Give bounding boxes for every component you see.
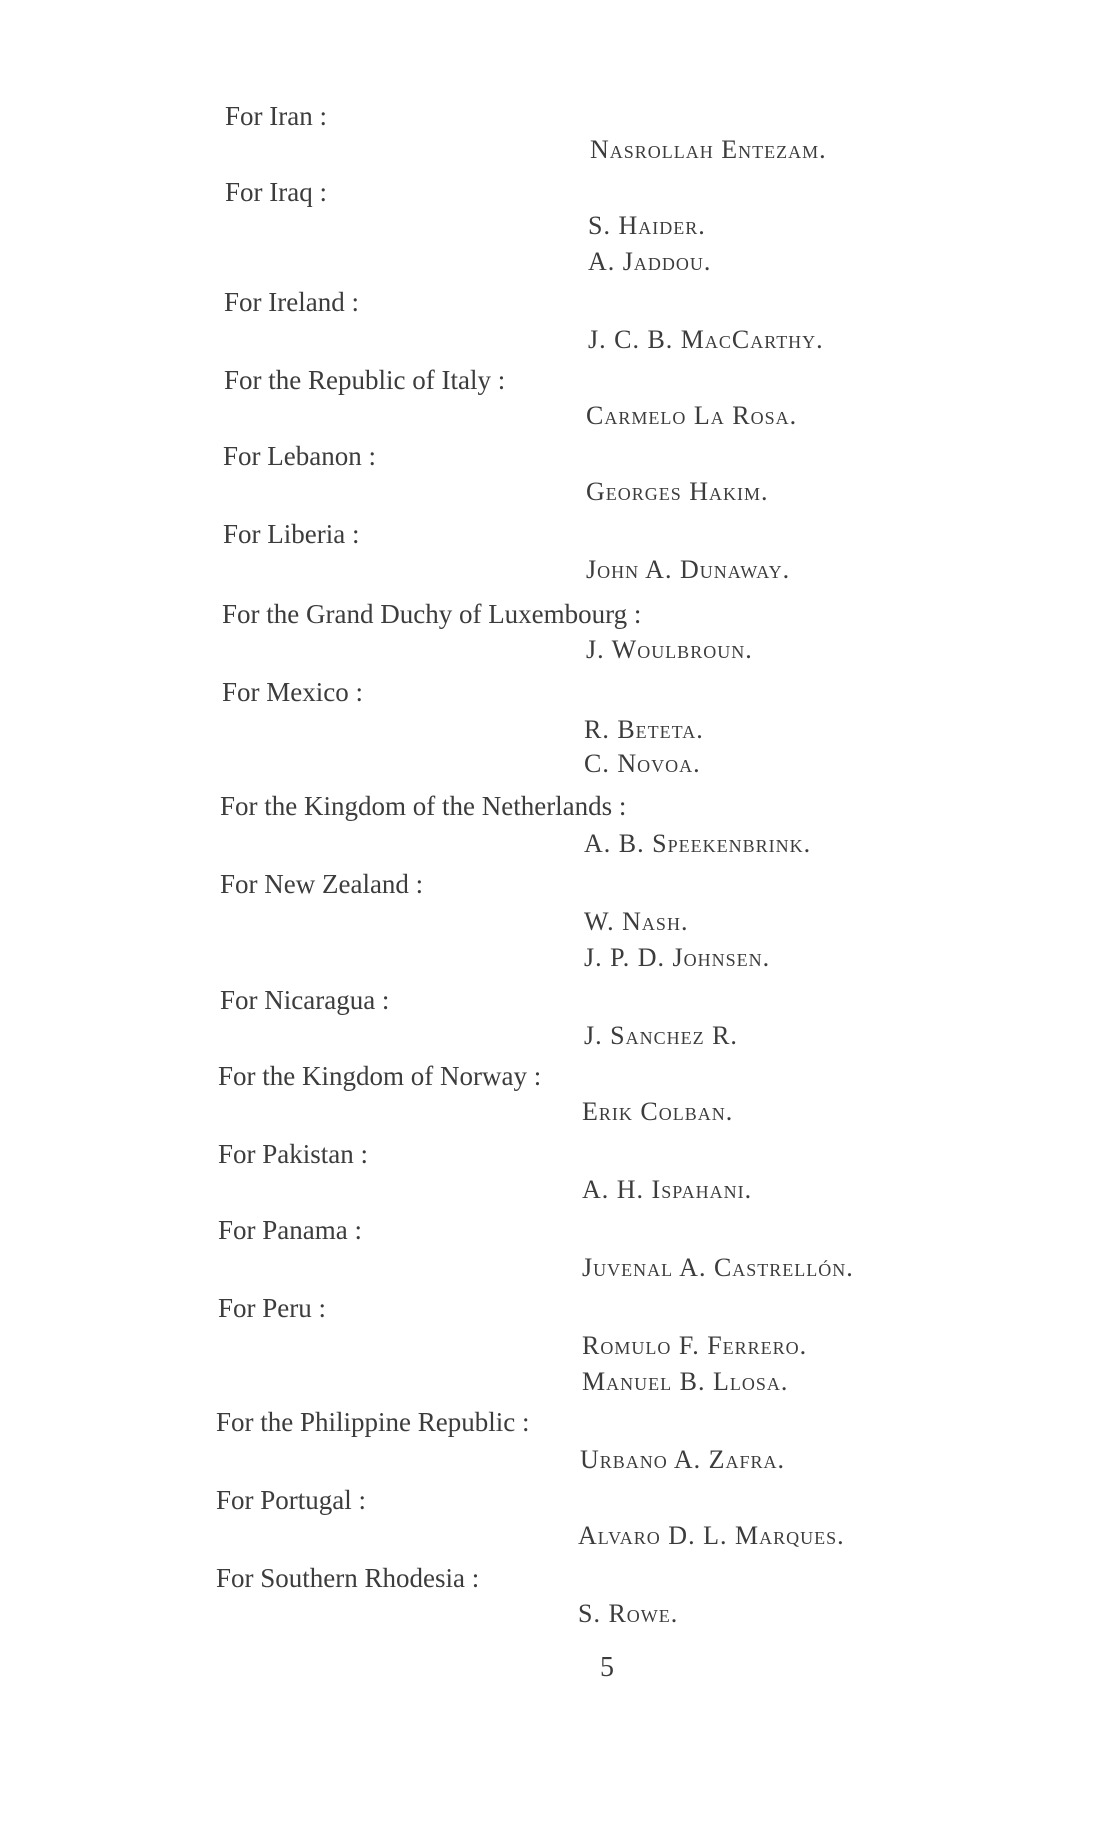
signatory-name: Erik Colban. bbox=[582, 1097, 734, 1126]
signatory-name: J. Woulbroun. bbox=[586, 635, 753, 664]
country-heading: For Liberia : bbox=[223, 519, 360, 549]
country-heading: For Southern Rhodesia : bbox=[216, 1563, 480, 1593]
signatory-name: S. Rowe. bbox=[578, 1599, 679, 1628]
signatory-name: Georges Hakim. bbox=[586, 477, 769, 506]
signatory-name: S. Haider. bbox=[588, 211, 706, 240]
country-heading: For Iraq : bbox=[225, 177, 327, 207]
signatory-name: Manuel B. Llosa. bbox=[582, 1367, 789, 1396]
country-heading: For Lebanon : bbox=[223, 441, 376, 471]
country-heading: For the Kingdom of Norway : bbox=[218, 1061, 542, 1091]
country-heading: For Nicaragua : bbox=[220, 985, 390, 1015]
country-heading: For New Zealand : bbox=[220, 869, 424, 899]
country-heading: For the Kingdom of the Netherlands : bbox=[220, 791, 627, 821]
signatory-name: A. B. Speekenbrink. bbox=[584, 829, 812, 858]
signatory-name: A. H. Ispahani. bbox=[582, 1175, 753, 1204]
page-number: 5 bbox=[600, 1652, 614, 1683]
signatory-name: John A. Dunaway. bbox=[586, 555, 791, 584]
signatory-name: Alvaro D. L. Marques. bbox=[578, 1521, 845, 1550]
country-heading: For Pakistan : bbox=[218, 1139, 369, 1169]
signatory-name: J. C. B. MacCarthy. bbox=[588, 325, 824, 354]
signatory-name: Romulo F. Ferrero. bbox=[582, 1331, 808, 1360]
country-heading: For Portugal : bbox=[216, 1485, 367, 1515]
signatory-name: Nasrollah Entezam. bbox=[590, 135, 827, 164]
country-heading: For the Grand Duchy of Luxembourg : bbox=[222, 599, 642, 629]
signatory-name: Urbano A. Zafra. bbox=[580, 1445, 786, 1474]
signatory-name: J. Sanchez R. bbox=[584, 1021, 738, 1050]
country-heading: For Iran : bbox=[225, 101, 327, 131]
signatory-name: Carmelo La Rosa. bbox=[586, 401, 798, 430]
country-heading: For the Philippine Republic : bbox=[216, 1407, 530, 1437]
signatory-name: A. Jaddou. bbox=[588, 247, 712, 276]
country-heading: For Ireland : bbox=[224, 287, 359, 317]
signatory-name: C. Novoa. bbox=[584, 749, 701, 778]
country-heading: For the Republic of Italy : bbox=[224, 365, 506, 395]
signatory-name: Juvenal A. Castrellón. bbox=[582, 1253, 854, 1282]
country-heading: For Peru : bbox=[218, 1293, 326, 1323]
signatory-name: J. P. D. Johnsen. bbox=[584, 943, 771, 972]
country-heading: For Panama : bbox=[218, 1215, 362, 1245]
country-heading: For Mexico : bbox=[222, 677, 363, 707]
signatory-name: W. Nash. bbox=[584, 907, 689, 936]
signatory-name: R. Beteta. bbox=[584, 715, 704, 744]
